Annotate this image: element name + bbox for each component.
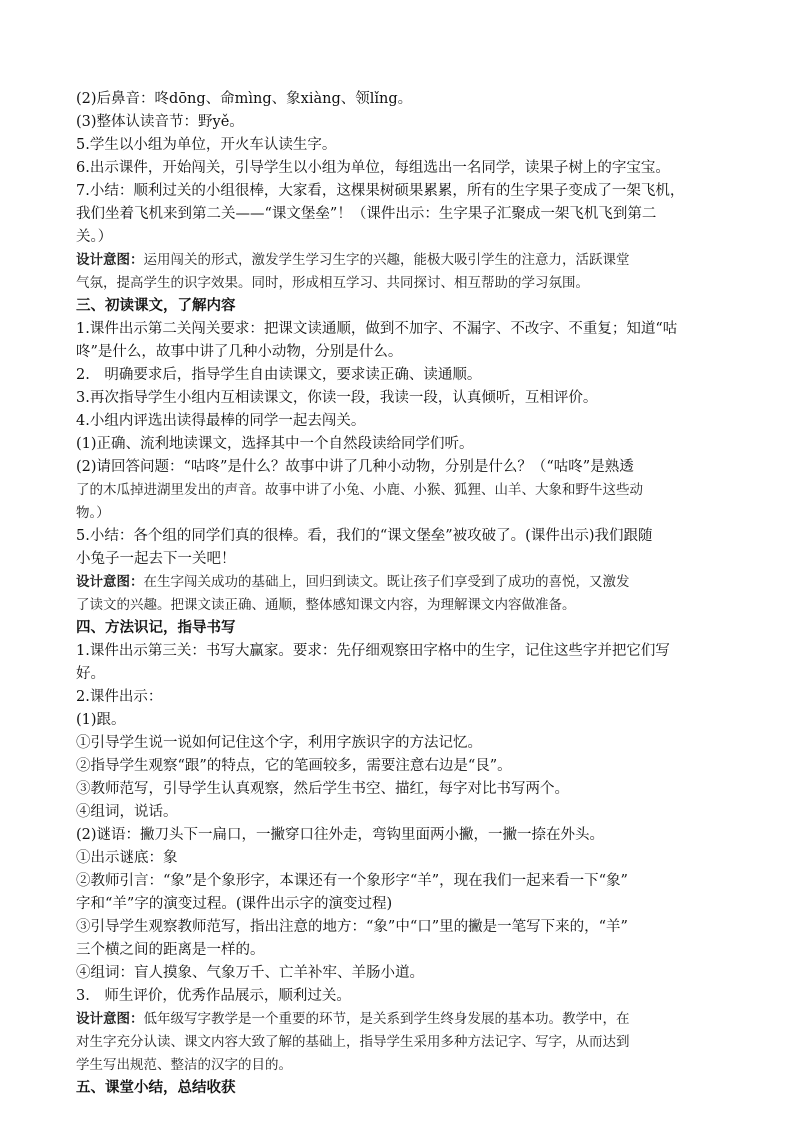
text-line: 1.课件出示第三关：书写大赢家。要求：先仔细观察田字格中的生字，记住这些字并把它们写 bbox=[76, 643, 670, 659]
text-line: 字和“羊”字的演变过程。(课件出示字的演变过程) bbox=[76, 896, 393, 912]
text-line: 5.学生以小组为单位，开火车认读生字。 bbox=[76, 137, 337, 153]
text-line: (3)整体认读音节：野yě。 bbox=[76, 114, 244, 130]
section-heading: 三、初读课文，了解内容 bbox=[76, 298, 236, 314]
text-line: 4.小组内评选出读得最棒的同学一起去闯关。 bbox=[76, 413, 366, 429]
section-heading: 四、方法识记，指导书写 bbox=[76, 620, 236, 636]
design-intent-text: 在生字闯关成功的基础上，回归到读文。既让孩子们享受到了成功的喜悦，又激发 bbox=[143, 574, 630, 590]
text-line: 小兔子一起去下一关吧！ bbox=[76, 551, 236, 567]
text-line: (2)后鼻音：咚dōng、命mìng、象xiàng、领lǐng。 bbox=[76, 91, 413, 107]
design-intent-text: 低年级写字教学是一个重要的环节，是关系到学生终身发展的基本功。教学中，在 bbox=[143, 1011, 630, 1027]
text-line: ①出示谜底：象 bbox=[76, 850, 178, 866]
text-line: 3. 师生评价，优秀作品展示，顺利过关。 bbox=[76, 988, 351, 1004]
text-line: ③引导学生观察教师范写，指出注意的地方：“象”中“口”里的撇是一笔写下来的，“羊” bbox=[76, 919, 628, 935]
design-intent-paragraph bbox=[76, 571, 730, 594]
design-intent-line: 对生字充分认读、课文内容大致了解的基础上，指导学生采用多种方法记字、写字，从而达到 bbox=[76, 1034, 630, 1050]
text-line: ④组词：盲人摸象、气象万千、亡羊补牢、羊肠小道。 bbox=[76, 965, 424, 981]
text-line: 2. 明确要求后，指导学生自由读课文，要求读正确、读通顺。 bbox=[76, 367, 482, 383]
text-line: ②教师引言：“象”是个象形字，本课还有一个象形字“羊”，现在我们一起来看一下“象” bbox=[76, 873, 628, 889]
answer-line: 了的木瓜掉进湖里发出的声音。故事中讲了小兔、小鹿、小猴、狐狸、山羊、大象和野牛这些动 bbox=[76, 482, 643, 498]
text-line: (2)请回答问题：“咕咚”是什么？故事中讲了几种小动物，分别是什么？（“咕咚”是熟透 bbox=[76, 459, 634, 475]
text-line: 3.再次指导学生小组内互相读课文，你读一段，我读一段，认真倾听，互相评价。 bbox=[76, 390, 598, 406]
text-line: 1.课件出示第二关闯关要求：把课文读通顺，做到不加字、不漏字、不改字、不重复；知道“咕 bbox=[76, 321, 678, 337]
design-intent-label: 设计意图： bbox=[76, 1011, 144, 1027]
text-line: 关。） bbox=[76, 229, 113, 245]
design-intent-text: 运用闯关的形式，激发学生学习生字的兴趣，能极大吸引学生的注意力，活跃课堂 bbox=[143, 252, 630, 268]
text-line: ②指导学生观察“跟”的特点，它的笔画较多，需要注意右边是“艮”。 bbox=[76, 758, 512, 774]
design-intent-line: 学生写出规范、整洁的汉字的目的。 bbox=[76, 1057, 292, 1073]
design-intent-paragraph bbox=[76, 1008, 730, 1031]
section-heading: 五、课堂小结，总结收获 bbox=[76, 1080, 236, 1096]
text-line: ④组词，说话。 bbox=[76, 804, 178, 820]
text-line: 好。 bbox=[76, 666, 105, 682]
text-line: 5.小结：各个组的同学们真的很棒。看，我们的“课文堡垒”被攻破了。(课件出示)我们跟随 bbox=[76, 528, 653, 544]
design-intent-label: 设计意图： bbox=[76, 574, 144, 590]
design-intent-paragraph bbox=[76, 249, 730, 272]
text-line: 三个横之间的距离是一样的。 bbox=[76, 942, 265, 958]
design-intent-label: 设计意图： bbox=[76, 252, 144, 268]
text-line: 6.出示课件，开始闯关，引导学生以小组为单位，每组选出一名同学，读果子树上的字宝宝。 bbox=[76, 160, 670, 176]
document-page bbox=[76, 88, 730, 1100]
text-line: 2.课件出示： bbox=[76, 689, 163, 705]
design-intent-line: 了读文的兴趣。把课文读正确、通顺，整体感知课文内容，为理解课文内容做准备。 bbox=[76, 597, 576, 613]
answer-line: 物。） bbox=[76, 505, 110, 521]
text-line: (1)正确、流利地读课文，选择其中一个自然段读给同学们听。 bbox=[76, 436, 474, 452]
text-line: ③教师范写，引导学生认真观察，然后学生书空、描红，每字对比书写两个。 bbox=[76, 781, 569, 797]
text-line: (2)谜语：撇刀头下一扁口，一撇穿口往外走，弯钩里面两小撇，一撇一捺在外头。 bbox=[76, 827, 605, 843]
text-line: 7.小结：顺利过关的小组很棒，大家看，这棵果树硕果累累，所有的生字果子变成了一架飞机， bbox=[76, 183, 685, 199]
text-line: ①引导学生说一说如何记住这个字，利用字族识字的方法记忆。 bbox=[76, 735, 482, 751]
text-line: 咚”是什么，故事中讲了几种小动物，分别是什么。 bbox=[76, 344, 403, 360]
design-intent-line: 气氛，提高学生的识字效果。同时，形成相互学习、共同探讨、相互帮助的学习氛围。 bbox=[76, 275, 589, 291]
text-line: 我们坐着飞机来到第二关——“课文堡垒”！（课件出示：生字果子汇聚成一架飞机飞到第二 bbox=[76, 206, 657, 222]
text-line: (1)跟。 bbox=[76, 712, 126, 728]
